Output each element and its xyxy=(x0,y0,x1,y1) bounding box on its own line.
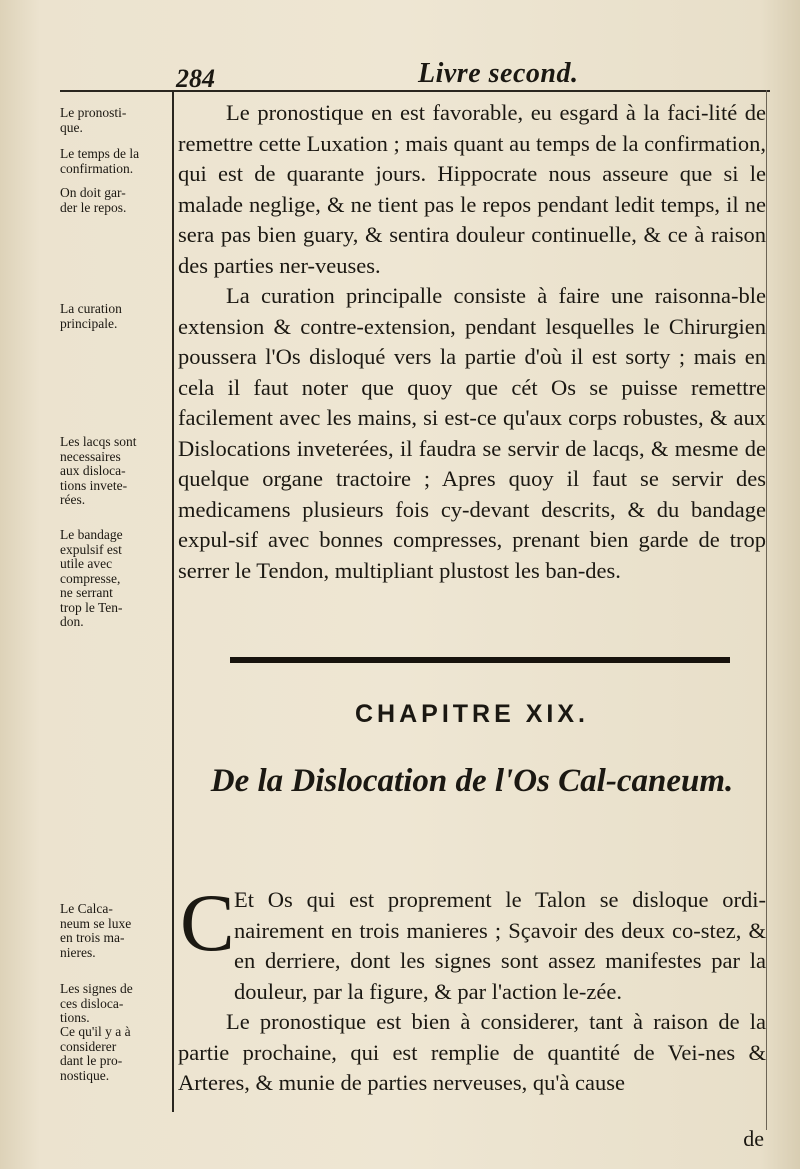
paragraph-calcaneum: Et Os qui est proprement le Talon se disloque ordi-nairement en trois manieres ; Sçavoir des deux co-stez, & en derriere, dont les signes sont assez manifestes par la douleur, par la figure, & par l'action le-zée. xyxy=(234,887,766,1004)
paragraph-pronostic: Le pronostique en est favorable, eu esgard à la faci-lité de remettre cette Luxation ; mais quant au temps de la confirmation, qui est de quarante jours. Hippocrate nous asseure que si le malade neglige, & ne tient pas le repos pendant ledit temps, il ne sera pas bien guary, & sentira douleur continuelle, & ce à raison des parties ner-veuses. xyxy=(178,100,766,278)
chapter-heading: CHAPITRE XIX. xyxy=(355,700,589,728)
margin-rule xyxy=(172,92,174,1112)
paragraph-curation: La curation principalle consiste à faire une raisonna-ble extension & contre-extension, pendant lesquelles le Chirurgien poussera l'Os disloqué vers la partie d'où il est sorty ; mais en cela il faut noter que quoy que cét Os se puisse remettre facilement avec les mains, si est-ce qu'aux corps robustes, & aux Dislocations inveterées, il faudra se servir de lacqs, & mesme de quelque organe tractoire ; Apres quoy il faut se servir des medicamens plusieurs fois cy-devant descrits, & du bandage expul-sif avec bonnes compresses, prenant bien garde de trop serrer le Tendon, multipliant plustost les ban-des. xyxy=(178,283,766,583)
margin-note-repos: On doit gar- der le repos. xyxy=(60,185,127,215)
margin-note-curation: La curation principale. xyxy=(60,301,122,331)
margin-note-considerer: Ce qu'il y a à considerer dant le pro- nostique. xyxy=(60,1024,131,1083)
margin-note-signes: Les signes de ces disloca- tions. xyxy=(60,981,133,1025)
margin-note-pronostic: Le pronosti- que. xyxy=(60,105,127,135)
section-divider xyxy=(230,657,730,663)
paragraph-pronostique: Le pronostique est bien à considerer, tant à raison de la partie prochaine, qui est remplie de quantité de Vei-nes & Arteres, & munie de parties nerveuses, qu'à cause xyxy=(178,1009,766,1095)
right-rule xyxy=(766,90,767,1130)
margin-note-lacqs: Les lacqs sont necessaires aux disloca- tions invete- rées. xyxy=(60,434,137,507)
margin-note-temps: Le temps de la confirmation. xyxy=(60,146,140,176)
chapter-title: De la Dislocation de l'Os Cal-caneum. xyxy=(210,763,734,799)
body-text-top xyxy=(178,98,766,586)
margin-note-calcaneum: Le Calca- neum se luxe en trois ma- nieres. xyxy=(60,901,132,960)
margin-note-bandage: Le bandage expulsif est utile avec compresse, ne serrant trop le Ten- don. xyxy=(60,527,123,629)
drop-cap: C xyxy=(180,877,235,968)
page-number: 284 xyxy=(176,64,215,93)
header-rule xyxy=(60,90,770,92)
catchword: de xyxy=(743,1126,764,1151)
running-title: Livre second. xyxy=(418,58,579,89)
body-text-bottom xyxy=(178,885,766,1099)
